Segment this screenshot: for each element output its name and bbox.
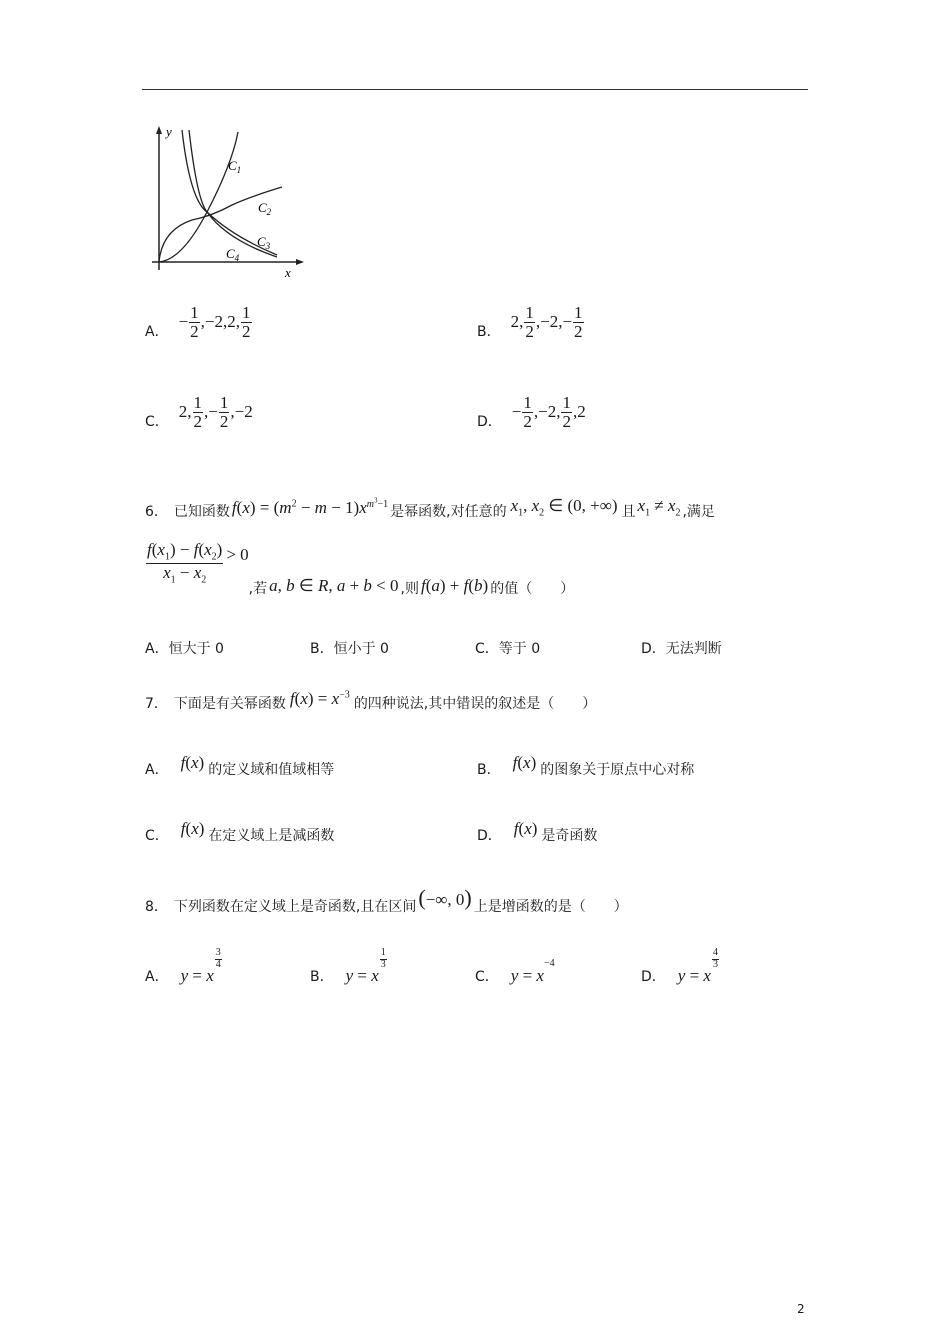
q8-option-c-formula: y = x −4 bbox=[510, 958, 555, 985]
q8-option-d[interactable]: D． y = x $\frac{4}{3}$ bbox=[641, 947, 718, 985]
q7-option-b[interactable]: B． f(x) 的图象关于原点中心对称 bbox=[477, 753, 695, 778]
q5-option-d[interactable]: D． − $\frac{1}{2}$ ,−2, $\frac{1}{2}$ ,2 bbox=[477, 393, 586, 431]
q6-difference-quotient: $\frac{f(x_1) - f(x_2)}{x_1 - x_2}$ > 0 bbox=[147, 540, 249, 586]
q5-option-a-formula: − $\frac{1}{2}$ ,−2,2, $\frac{1}{2}$ bbox=[178, 303, 251, 341]
curve-label-c1: $C_1$ bbox=[228, 158, 242, 175]
y-axis-arrow bbox=[156, 126, 162, 134]
q7-option-a-fx: f(x) bbox=[180, 753, 205, 772]
q6-function-formula: $f(x) = (m^2 - m - 1)x^{m^3-1}$ bbox=[231, 496, 389, 518]
q7-option-c-fx: f(x) bbox=[180, 819, 205, 838]
q6-domain-formula: $x_1$, $x_2$ ∈ (0, +∞) bbox=[510, 496, 618, 519]
q7-option-d[interactable]: D． f(x) 是奇函数 bbox=[477, 819, 598, 844]
q8-option-d-formula: y = x $\frac{4}{3}$ bbox=[677, 947, 718, 985]
q7-function-formula: $f(x) = x^{-3}$ bbox=[289, 689, 350, 708]
q6-option-d[interactable]: D．无法判断 bbox=[641, 641, 722, 657]
question-8: 8． 下列函数在定义域上是奇函数,且在区间 (−∞, 0) 上是增函数的是（ ） bbox=[145, 885, 628, 915]
q7-option-c[interactable]: C． f(x) 在定义域上是减函数 bbox=[145, 819, 335, 844]
q7-option-d-fx: f(x) bbox=[513, 819, 538, 838]
q8-option-a[interactable]: A． y = x $\frac{3}{4}$ bbox=[145, 947, 221, 985]
q5-option-c-formula: 2, $\frac{1}{2}$ ,− $\frac{1}{2}$ ,−2 bbox=[178, 393, 253, 431]
q6-condition-formula: a, b ∈ R, a + b < 0 bbox=[269, 575, 399, 595]
q5-option-a[interactable]: A． − $\frac{1}{2}$ ,−2,2, $\frac{1}{2}$ bbox=[145, 303, 251, 341]
q8-option-c[interactable]: C． y = x −4 bbox=[475, 952, 555, 986]
q7-option-b-fx: f(x) bbox=[512, 753, 537, 772]
q5-option-d-formula: − $\frac{1}{2}$ ,−2, $\frac{1}{2}$ ,2 bbox=[511, 393, 586, 431]
curve-c2 bbox=[159, 187, 282, 262]
q8-option-a-formula: y = x $\frac{3}{4}$ bbox=[180, 947, 221, 985]
q6-sum-formula: f(a) + f(b) bbox=[420, 575, 489, 595]
x-axis-arrow bbox=[296, 259, 304, 265]
y-axis-label: y bbox=[166, 124, 172, 139]
q8-option-b-formula: y = x $\frac{1}{3}$ bbox=[345, 947, 386, 985]
curve-label-c3: $C_3$ bbox=[257, 234, 271, 251]
x-axis-label: x bbox=[285, 265, 291, 280]
q5-option-b-formula: 2, $\frac{1}{2}$ ,−2,− $\frac{1}{2}$ bbox=[510, 303, 583, 341]
question-7: 7． 下面是有关幂函数 $f(x) = x^{-3}$ 的四种说法,其中错误的叙述是（ ） bbox=[145, 689, 597, 712]
q6-option-a[interactable]: A．恒大于 0 bbox=[145, 641, 224, 657]
q8-option-b[interactable]: B． y = x $\frac{1}{3}$ bbox=[310, 947, 386, 985]
power-function-graph bbox=[142, 120, 312, 289]
q7-option-a[interactable]: A． f(x) 的定义域和值域相等 bbox=[145, 753, 335, 778]
question-6-line-2: $\frac{f(x_1) - f(x_2)}{x_1 - x_2}$ > 0 ,若 a, b ∈ R, a + b < 0 ,则 f(a) + f(b) 的值（ ） bbox=[147, 540, 575, 597]
curve-label-c4: $C_4$ bbox=[226, 246, 240, 263]
header-rule bbox=[142, 89, 808, 90]
question-6-line-1: 6． 已知函数 $f(x) = (m^2 - m - 1)x^{m^3-1}$ 是幂函数,对任意的 $x_1$, $x_2$ ∈ (0, +∞) 且 $x_1 \ne x_2$ ,满足 bbox=[145, 496, 715, 521]
q5-option-c[interactable]: C． 2, $\frac{1}{2}$ ,− $\frac{1}{2}$ ,−2 bbox=[145, 393, 253, 431]
q8-interval-formula: (−∞, 0) bbox=[418, 885, 472, 910]
q5-option-b[interactable]: B． 2, $\frac{1}{2}$ ,−2,− $\frac{1}{2}$ bbox=[477, 303, 583, 341]
q6-option-b[interactable]: B．恒小于 0 bbox=[310, 641, 389, 657]
curve-label-c2: $C_2$ bbox=[258, 200, 272, 217]
q6-option-c[interactable]: C．等于 0 bbox=[475, 641, 541, 657]
page-number: 2 bbox=[797, 1302, 805, 1316]
curve-c1 bbox=[159, 132, 238, 262]
q6-inequality-formula: $x_1 \ne x_2$ bbox=[637, 496, 681, 519]
